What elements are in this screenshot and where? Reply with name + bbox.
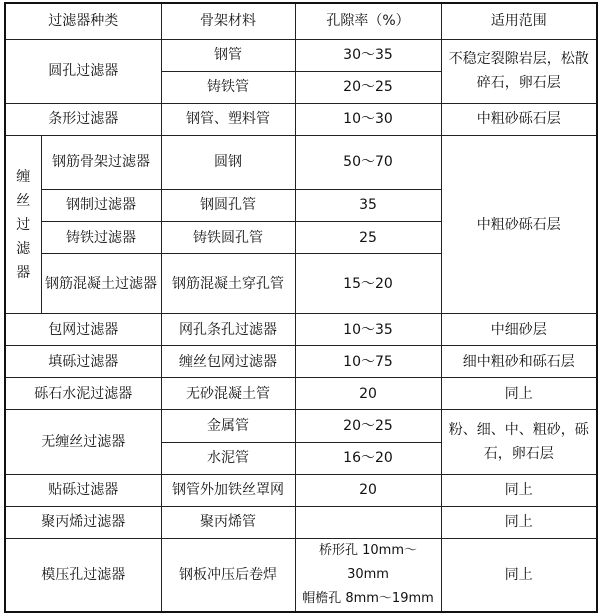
- porosity-cell: 20: [295, 378, 441, 410]
- table-row: [5, 135, 597, 189]
- porosity-cell: 20～25: [295, 410, 441, 442]
- porosity-cell: 20～25: [295, 71, 441, 103]
- material-cell: 网孔条孔过滤器: [161, 314, 295, 346]
- porosity-cell: 10～35: [295, 314, 441, 346]
- porosity-cell: 16～20: [295, 442, 441, 474]
- porosity-cell: [295, 538, 441, 612]
- material-cell: 金属管: [161, 410, 295, 442]
- porosity-cell: 50～70: [295, 135, 441, 189]
- porosity-cell: 25: [295, 222, 441, 254]
- wrap-group-char: 过: [16, 216, 31, 233]
- material-cell: 钢筋混凝土穿孔管: [161, 254, 295, 314]
- material-cell: 聚丙烯管: [161, 506, 295, 538]
- type-cell: 包网过滤器: [5, 314, 161, 346]
- wrap-group-char: 缠: [16, 168, 31, 185]
- scope-cell: 同上: [441, 538, 597, 612]
- table-row: [5, 538, 597, 612]
- type-cell: 钢筋骨架过滤器: [41, 135, 161, 189]
- porosity-cell: 15～20: [295, 254, 441, 314]
- material-cell: 铸铁管: [161, 71, 295, 103]
- type-cell: 贴砾过滤器: [5, 474, 161, 506]
- table-row: [5, 410, 597, 442]
- scope-cell: 中粗砂砾石层: [441, 135, 597, 313]
- scope-cell: 中细砂层: [441, 314, 597, 346]
- type-cell: 无缠丝过滤器: [5, 410, 161, 474]
- table-header-row: [5, 3, 597, 39]
- header-porosity: 孔隙率（%）: [295, 3, 441, 39]
- porosity-cell: 20: [295, 474, 441, 506]
- porosity-line: 桥形孔 10mm～30mm: [318, 542, 417, 582]
- wrap-group-char: 丝: [16, 192, 31, 209]
- type-cell: 聚丙烯过滤器: [5, 506, 161, 538]
- porosity-cell: 35: [295, 189, 441, 221]
- material-cell: 钢管外加铁丝罩网: [161, 474, 295, 506]
- porosity-cell: [295, 506, 441, 538]
- type-cell: 钢制过滤器: [41, 189, 161, 221]
- scope-cell: 同上: [441, 506, 597, 538]
- material-cell: 圆钢: [161, 135, 295, 189]
- scope-cell: 同上: [441, 474, 597, 506]
- type-cell: 填砾过滤器: [5, 346, 161, 378]
- porosity-cell: 10～30: [295, 103, 441, 135]
- material-cell: 钢管、塑料管: [161, 103, 295, 135]
- header-material: 骨架材料: [161, 3, 295, 39]
- material-cell: 钢圆孔管: [161, 189, 295, 221]
- table-row: [5, 346, 597, 378]
- material-cell: 无砂混凝土管: [161, 378, 295, 410]
- material-cell: 铸铁圆孔管: [161, 222, 295, 254]
- porosity-cell: 10～75: [295, 346, 441, 378]
- table-row: [5, 378, 597, 410]
- porosity-cell: 30～35: [295, 39, 441, 71]
- material-cell: 水泥管: [161, 442, 295, 474]
- porosity-line: 帽檐孔 8mm～19mm: [302, 590, 434, 606]
- wrap-group-cell: [5, 135, 41, 313]
- table-row: [5, 314, 597, 346]
- scope-cell: 同上: [441, 378, 597, 410]
- header-type: 过滤器种类: [5, 3, 161, 39]
- table-row: [5, 103, 597, 135]
- type-cell: 钢筋混凝土过滤器: [41, 254, 161, 314]
- type-cell: 模压孔过滤器: [5, 538, 161, 612]
- filter-types-table: [4, 2, 598, 613]
- wrap-group-char: 滤: [16, 240, 31, 257]
- table-row: [5, 474, 597, 506]
- scope-cell: 中粗砂砾石层: [441, 103, 597, 135]
- table-row: [5, 39, 597, 71]
- type-cell: 条形过滤器: [5, 103, 161, 135]
- material-cell: 钢板冲压后卷焊: [161, 538, 295, 612]
- scope-cell: 粉、细、中、粗砂，砾石，卵石层: [441, 410, 597, 474]
- header-scope: 适用范围: [441, 3, 597, 39]
- material-cell: 钢管: [161, 39, 295, 71]
- type-cell: 圆孔过滤器: [5, 39, 161, 103]
- scope-cell: 细中粗砂和砾石层: [441, 346, 597, 378]
- type-cell: 砾石水泥过滤器: [5, 378, 161, 410]
- material-cell: 缠丝包网过滤器: [161, 346, 295, 378]
- table-row: [5, 506, 597, 538]
- wrap-group-char: 器: [16, 264, 31, 281]
- scope-cell: 不稳定裂隙岩层，松散碎石，卵石层: [441, 39, 597, 103]
- type-cell: 铸铁过滤器: [41, 222, 161, 254]
